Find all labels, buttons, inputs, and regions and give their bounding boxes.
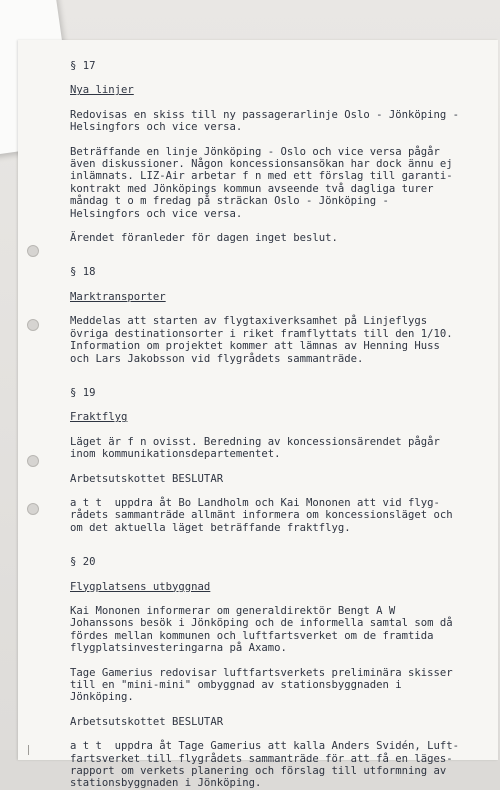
punch-hole bbox=[27, 455, 39, 467]
paragraph: Ärendet föranleder för dagen inget beslut. bbox=[70, 232, 338, 245]
section-title: Flygplatsens utbyggnad bbox=[70, 580, 211, 593]
paragraph: Tage Gamerius redovisar luftfartsverkets preliminära skisser till en "mini-mini" ombyggnad av stationsbyggnaden i Jönköping. bbox=[70, 666, 453, 704]
section-title: Fraktflyg bbox=[70, 411, 128, 424]
section-title: Marktransporter bbox=[70, 290, 166, 303]
margin-mark bbox=[28, 745, 29, 755]
section-17 bbox=[70, 60, 460, 244]
paragraph: Beträffande en linje Jönköping - Oslo och vice versa pågår även diskussioner. Någon koncessionsansökan har dock ännu ej inlämnats. LIZ-Air arbetar f n med ett förslag till garanti- kontrakt med Jönköpings kommun avseende två dagliga turer måndag t o m fredag på sträckan Oslo - Jönköping - Helsingfors och vice versa. bbox=[70, 145, 453, 220]
section-19 bbox=[70, 387, 460, 534]
section-number: § 20 bbox=[70, 556, 96, 569]
section-number: § 19 bbox=[70, 386, 96, 399]
paragraph: a t t uppdra åt Bo Landholm och Kai Mononen att vid flyg- rådets sammanträde allmänt informera om koncessionsläget och om det aktuella läget beträffande fraktflyg. bbox=[70, 496, 453, 534]
section-20 bbox=[70, 556, 460, 790]
paragraph: Meddelas att starten av flygtaxiverksamhet på Linjeflygs övriga destinationsorter i riket framflyttats till den 1/10. Information om projektet kommer att lämnas av Henning Huss och Lars Jakobsson vid flygrådets sammanträde. bbox=[70, 315, 453, 365]
punch-hole bbox=[27, 319, 39, 331]
document-body bbox=[70, 60, 460, 790]
section-18 bbox=[70, 266, 460, 364]
paragraph: a t t uppdra åt Tage Gamerius att kalla Anders Svidén, Luft- fartsverket till flygrådets sammanträde för att få en läges- rapport om verkets planering och förslag till utformning av stationsbyggnaden i Jönköping. bbox=[70, 740, 460, 790]
paragraph: Redovisas en skiss till ny passagerarlinje Oslo - Jönköping - Helsingfors och vice versa. bbox=[70, 108, 460, 134]
section-number: § 17 bbox=[70, 60, 96, 72]
paragraph: Kai Mononen informerar om generaldirektör Bengt A W Johanssons besök i Jönköping och de informella samtal som då fördes mellan kommunen och luftfartsverket om de framtida flygplatsinvesteringarna på Axamo. bbox=[70, 604, 453, 655]
paragraph: Läget är f n ovisst. Beredning av koncessionsärendet pågår inom kommunikationsdepartementet. bbox=[70, 435, 440, 461]
section-title: Nya linjer bbox=[70, 84, 134, 97]
decision-label: Arbetsutskottet BESLUTAR bbox=[70, 715, 224, 728]
section-number: § 18 bbox=[70, 266, 96, 279]
punch-hole bbox=[27, 503, 39, 515]
punch-hole bbox=[27, 245, 39, 257]
decision-label: Arbetsutskottet BESLUTAR bbox=[70, 472, 224, 485]
